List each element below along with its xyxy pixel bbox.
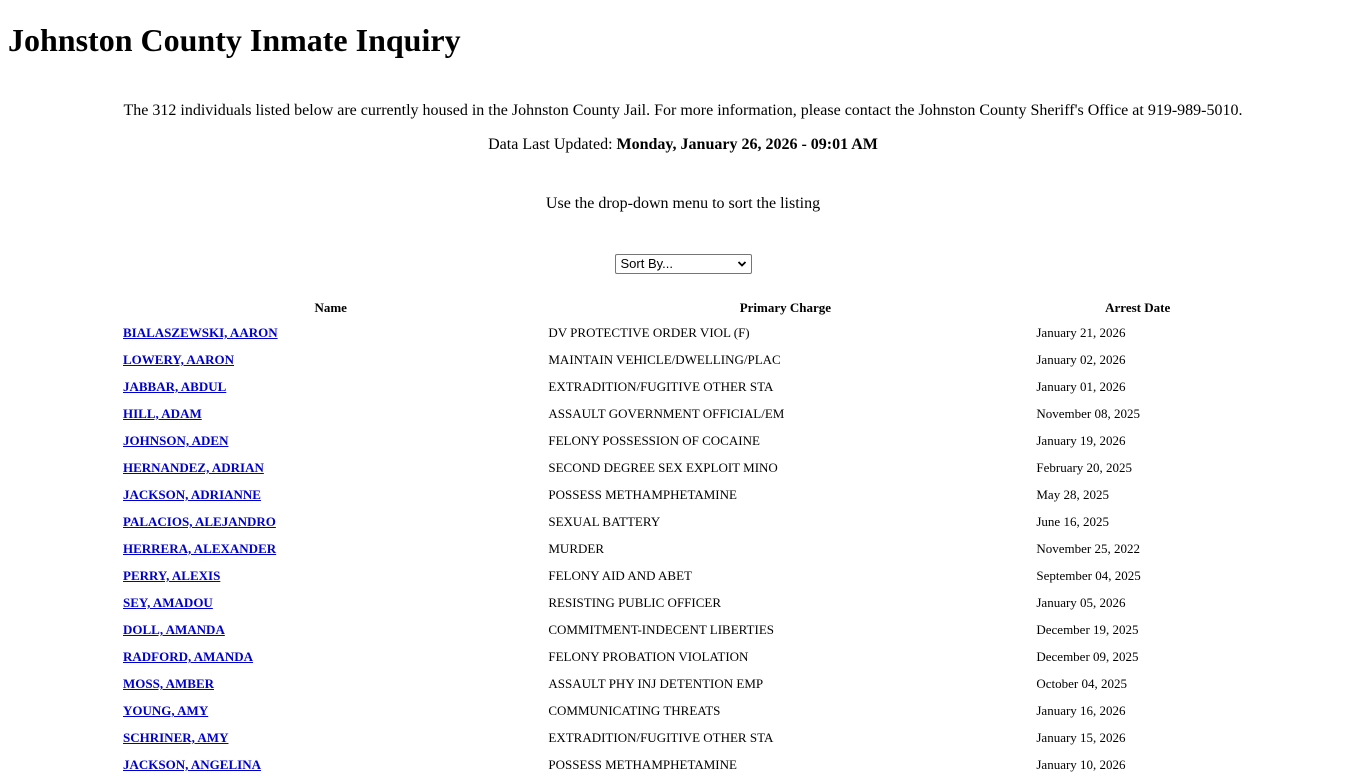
inmate-name-link[interactable]: BIALASZEWSKI, AARON [123,325,278,340]
inmate-name-link[interactable]: DOLL, AMANDA [123,622,225,637]
table-row [121,400,1245,427]
cell-arrest-date: January 19, 2026 [1036,433,1126,448]
inmate-name-link[interactable]: LOWERY, AARON [123,352,235,367]
inmate-name-link[interactable]: PERRY, ALEXIS [123,568,221,583]
cell-name [121,562,540,589]
cell-arrest-date: October 04, 2025 [1036,676,1127,691]
cell-arrest-date: May 28, 2025 [1036,487,1109,502]
inmate-name-link[interactable]: HILL, ADAM [123,406,202,421]
table-row [121,616,1245,643]
inmate-summary-text: The 312 individuals listed below are currently housed in the Johnston County Jail. For more information, please contact the Johnston County Sheriff's Office at 919-989-5010. [123,102,1243,119]
cell-primary-charge: POSSESS METHAMPHETAMINE [548,487,737,502]
table-row [121,508,1245,535]
inmate-table [119,297,1247,778]
table-row [121,427,1245,454]
cell-name [121,427,540,454]
inmate-name-link[interactable]: HERNANDEZ, ADRIAN [123,460,264,475]
cell-primary-charge: SECOND DEGREE SEX EXPLOIT MINO [548,460,778,475]
column-header-primary-charge[interactable]: Primary Charge [739,300,832,315]
cell-primary-charge: DV PROTECTIVE ORDER VIOL (F) [548,325,750,340]
cell-arrest-date: January 10, 2026 [1036,757,1126,772]
table-row [121,535,1245,562]
cell-name [121,589,540,616]
table-row [121,643,1245,670]
sort-by-dropdown[interactable] [615,254,752,274]
cell-primary-charge: COMMUNICATING THREATS [548,703,721,718]
cell-arrest-date: January 02, 2026 [1036,352,1126,367]
cell-arrest-date: November 08, 2025 [1036,406,1140,421]
sort-selected-value: Sort By... [620,256,673,271]
updated-label: Data Last Updated: [488,136,617,153]
inmate-name-link[interactable]: JACKSON, ANGELINA [123,757,261,772]
inmate-name-link[interactable]: SEY, AMADOU [123,595,213,610]
cell-name [121,724,540,751]
cell-name [121,481,540,508]
page-title: Johnston County Inmate Inquiry [8,22,461,58]
cell-name [121,535,540,562]
table-row [121,373,1245,400]
column-header-name[interactable]: Name [314,300,347,315]
cell-arrest-date: January 01, 2026 [1036,379,1126,394]
cell-arrest-date: September 04, 2025 [1036,568,1141,583]
cell-name [121,751,540,778]
cell-arrest-date: February 20, 2025 [1036,460,1133,475]
cell-primary-charge: MURDER [548,541,604,556]
column-header-arrest-date[interactable]: Arrest Date [1105,300,1171,315]
cell-primary-charge: POSSESS METHAMPHETAMINE [548,757,737,772]
cell-arrest-date: January 16, 2026 [1036,703,1126,718]
cell-arrest-date: January 15, 2026 [1036,730,1126,745]
cell-name [121,373,540,400]
cell-primary-charge: SEXUAL BATTERY [548,514,661,529]
table-row [121,346,1245,373]
cell-primary-charge: MAINTAIN VEHICLE/DWELLING/PLAC [548,352,781,367]
cell-primary-charge: RESISTING PUBLIC OFFICER [548,595,722,610]
table-row [121,454,1245,481]
table-row [121,697,1245,724]
table-row [121,589,1245,616]
inmate-name-link[interactable]: YOUNG, AMY [123,703,209,718]
cell-primary-charge: ASSAULT PHY INJ DETENTION EMP [548,676,764,691]
cell-arrest-date: December 09, 2025 [1036,649,1139,664]
cell-name [121,346,540,373]
inmate-name-link[interactable]: PALACIOS, ALEJANDRO [123,514,276,529]
inmate-name-link[interactable]: RADFORD, AMANDA [123,649,253,664]
cell-arrest-date: November 25, 2022 [1036,541,1140,556]
inmate-name-link[interactable]: JACKSON, ADRIANNE [123,487,261,502]
sort-instructions: Use the drop-down menu to sort the listing [545,195,821,212]
inmate-name-link[interactable]: JOHNSON, ADEN [123,433,229,448]
cell-name [121,697,540,724]
inmate-name-link[interactable]: SCHRINER, AMY [123,730,229,745]
chevron-down-icon [737,259,747,269]
inmate-name-link[interactable]: JABBAR, ABDUL [123,379,227,394]
data-last-updated [0,135,1366,155]
cell-primary-charge: ASSAULT GOVERNMENT OFFICIAL/EM [548,406,785,421]
cell-arrest-date: January 21, 2026 [1036,325,1126,340]
table-row [121,319,1245,346]
updated-timestamp: Monday, January 26, 2026 - 09:01 AM [616,136,878,153]
table-row [121,751,1245,778]
inmate-name-link[interactable]: MOSS, AMBER [123,676,215,691]
inmate-name-link[interactable]: HERRERA, ALEXANDER [123,541,277,556]
cell-arrest-date: December 19, 2025 [1036,622,1139,637]
cell-arrest-date: January 05, 2026 [1036,595,1126,610]
cell-name [121,319,540,346]
cell-name [121,616,540,643]
table-row [121,670,1245,697]
cell-name [121,454,540,481]
table-row [121,562,1245,589]
table-row [121,724,1245,751]
cell-name [121,670,540,697]
cell-primary-charge: EXTRADITION/FUGITIVE OTHER STA [548,730,774,745]
cell-primary-charge: FELONY POSSESSION OF COCAINE [548,433,760,448]
cell-primary-charge: EXTRADITION/FUGITIVE OTHER STA [548,379,774,394]
inmate-table-body [121,319,1245,778]
table-row [121,481,1245,508]
cell-arrest-date: June 16, 2025 [1036,514,1109,529]
table-header-row [121,297,1245,319]
cell-name [121,508,540,535]
cell-primary-charge: COMMITMENT-INDECENT LIBERTIES [548,622,775,637]
cell-name [121,400,540,427]
cell-primary-charge: FELONY AID AND ABET [548,568,692,583]
sort-container [0,254,1366,279]
cell-primary-charge: FELONY PROBATION VIOLATION [548,649,749,664]
cell-name [121,643,540,670]
